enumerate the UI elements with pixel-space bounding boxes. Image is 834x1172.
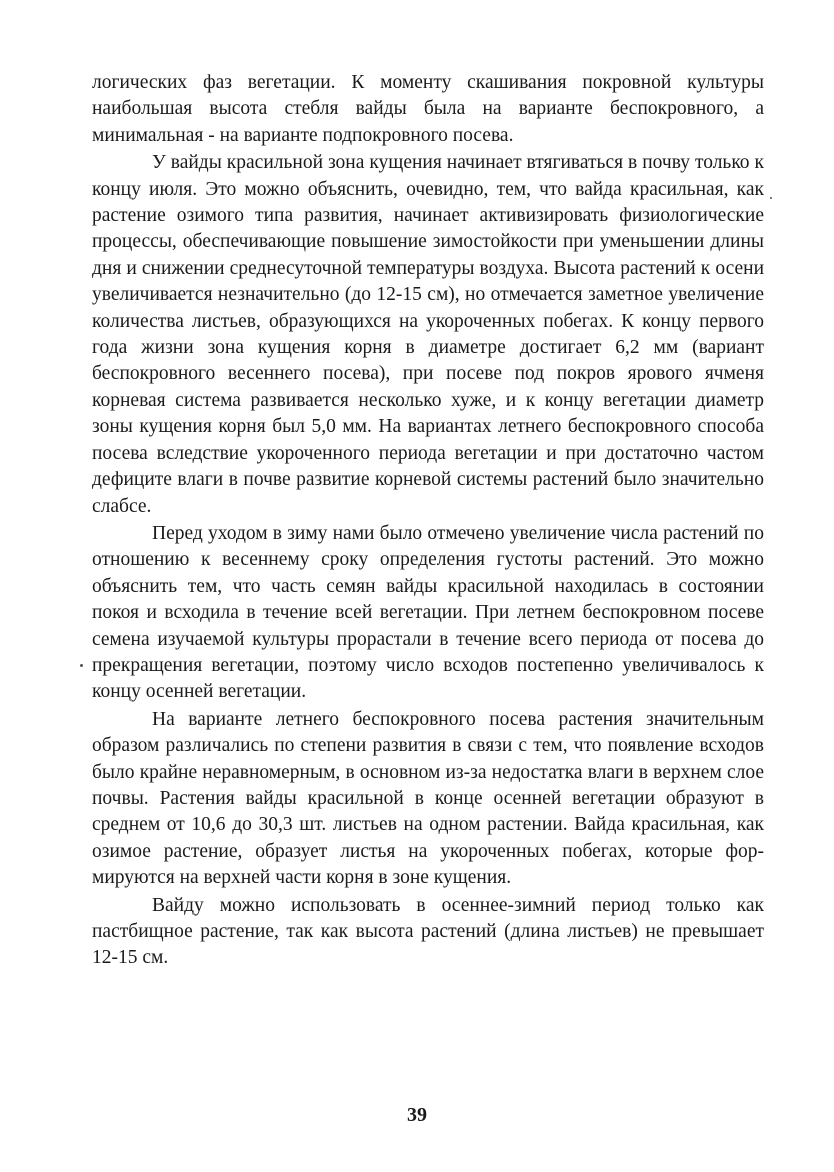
scan-speck [80, 664, 83, 667]
paragraph-2: У вайды красильной зона кущения начинает втягиваться в почву только к концу июля. Это можно объяснить, очевидно, тем, что вайда красильная, как растение озимого типа развития, начинает активизировать физиологические процессы, обеспечивающие повышение зимостойкости при уменьшении длины дня и снижении среднесуточной температуры воздуха. Высота растений к осени увеличивается незначительно (до 12-15 см), но отмечается заметное увеличение количества листьев, образующихся на укороченных побегах. К концу первого года жизни зона кущения корня в диаметре достигает 6,2 мм (вариант беспокровного весеннего посева), при посеве под покров ярового ячменя корневая система развивается несколько хуже, и к концу вегетации диаметр зоны кущения корня был 5,0 мм. На вариантах летнего беспокровного способа посева вследствие укороченного периода вегетации и при достаточно частом дефиците влаги в почве развитие корневой системы растений было значительно слабсе. [92, 152, 764, 517]
page-number: 39 [407, 1104, 427, 1126]
paragraph-4: На варианте летнего беспокровного посева растения значительным образом различались по степени развития в связи с тем, что появление всходов было крайне неравномерным, в основном из-за недостатка влаги в верхнем слое почвы. Растения вайды красильной в конце осенней вегетации образуют в среднем от 10,6 до 30,3 шт. листьев на одном растении. Вайда красильная, как озимое растение, образует листья на укороченных побегах, которые формируются на верхней части корня в зоне кущения. [92, 708, 764, 889]
scan-speck [770, 197, 772, 199]
paragraph-3: Перед уходом в зиму нами было отмечено увеличение числа растений по отношению к весеннему сроку определения густоты растений. Это можно объяснить тем, что часть семян вайды красильной находилась в состоянии покоя и всходила в течение всей вегетации. При летнем беспокровном посеве семена изучаемой культуры прорастали в течение всего периода от посева до прекращения вегетации, поэтому число всходов постепенно увеличивалось к концу осенней вегетации. [92, 522, 764, 703]
document-body [92, 70, 764, 972]
paragraph-1: логических фаз вегетации. К моменту скашивания покровной культуры наибольшая высота стебля вайды была на варианте беспокровного, а минимальная - на варианте подпокровного посева. [92, 72, 764, 146]
paragraph-5: Вайду можно использовать в осеннее-зимний период только как пастбищное растение, так как высота растений (длина листьев) не превышает 12-15 см. [92, 894, 764, 969]
